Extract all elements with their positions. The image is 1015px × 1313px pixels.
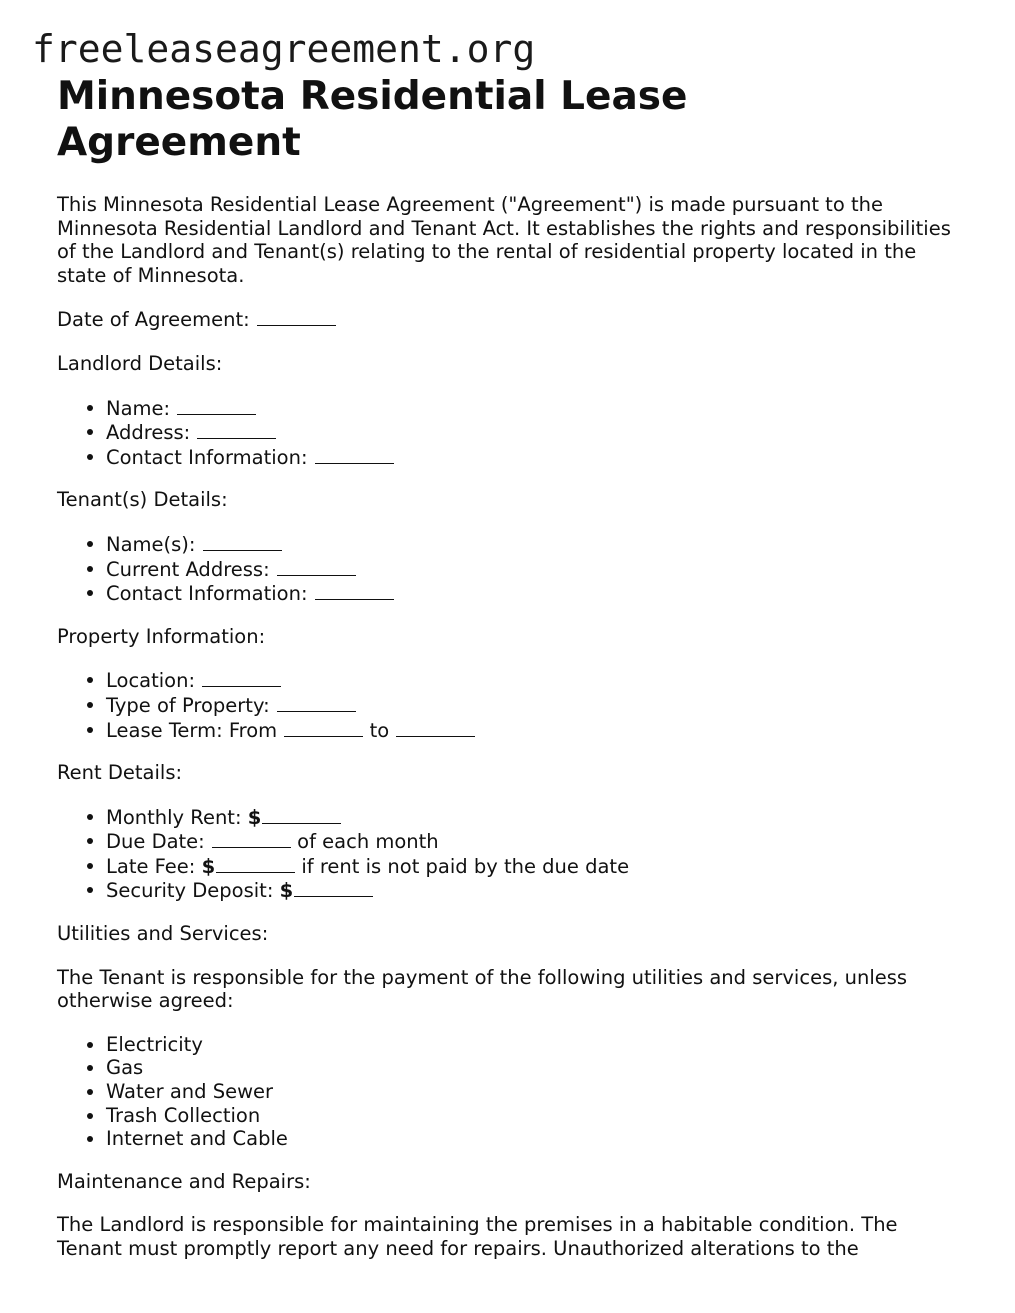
date-label: Date of Agreement: — [57, 308, 250, 332]
utilities-list — [57, 1033, 967, 1151]
due-date-blank[interactable] — [212, 829, 291, 848]
landlord-list — [57, 396, 967, 470]
property-location-item — [106, 668, 967, 693]
property-type-label: Type of Property: — [106, 693, 270, 717]
monthly-rent-currency: $ — [247, 805, 262, 829]
landlord-contact-label: Contact Information: — [106, 445, 308, 469]
property-type-item — [106, 693, 967, 718]
tenant-address-label: Current Address: — [106, 557, 270, 581]
tenant-list — [57, 532, 967, 606]
date-of-agreement — [57, 307, 967, 332]
property-list — [57, 668, 967, 742]
tenant-names-item — [106, 532, 967, 557]
due-date-label: Due Date: — [106, 830, 205, 854]
lease-document — [57, 74, 967, 1281]
tenant-contact-blank[interactable] — [315, 581, 394, 600]
lease-term-item — [106, 718, 967, 743]
tenant-names-label: Name(s): — [106, 532, 196, 556]
rent-list — [57, 805, 967, 903]
maintenance-heading: Maintenance and Repairs: — [57, 1169, 311, 1193]
utility-item: Water and Sewer — [106, 1080, 967, 1104]
property-type-blank[interactable] — [277, 693, 356, 712]
tenant-contact-label: Contact Information: — [106, 582, 308, 606]
property-location-label: Location: — [106, 669, 196, 693]
utility-item: Electricity — [106, 1033, 967, 1057]
tenant-address-item — [106, 557, 967, 582]
late-fee-suffix: if rent is not paid by the due date — [301, 854, 630, 878]
monthly-rent-label: Monthly Rent: — [106, 805, 242, 829]
utility-item: Gas — [106, 1056, 967, 1080]
tenant-contact-item — [106, 581, 967, 606]
lease-term-from-blank[interactable] — [284, 718, 363, 737]
due-date-item — [106, 829, 967, 854]
maintenance-paragraph: The Landlord is responsible for maintaining the premises in a habitable condition. The Tenant must promptly report any need for repairs. Unauthorized alterations to the — [57, 1213, 898, 1260]
utility-item: Trash Collection — [106, 1104, 967, 1128]
landlord-contact-blank[interactable] — [315, 445, 394, 464]
document-title: Minnesota Residential Lease Agreement — [57, 74, 688, 165]
landlord-heading: Landlord Details: — [57, 351, 223, 375]
security-deposit-currency: $ — [279, 879, 294, 903]
utility-item: Internet and Cable — [106, 1127, 967, 1151]
late-fee-item — [106, 854, 967, 879]
lease-term-to-blank[interactable] — [396, 718, 475, 737]
security-deposit-label: Security Deposit: — [106, 879, 274, 903]
intro-paragraph: This Minnesota Residential Lease Agreement ("Agreement") is made pursuant to the Minnesota Residential Landlord and Tenant Act. It establishes the rights and responsibilities of the Landlord and Tenant(s) relating to the rental of residential property located in the state of Minnesota. — [57, 193, 951, 287]
monthly-rent-blank[interactable] — [262, 805, 341, 824]
property-heading: Property Information: — [57, 624, 266, 648]
landlord-contact-item — [106, 445, 967, 470]
landlord-address-blank[interactable] — [197, 420, 276, 439]
property-location-blank[interactable] — [202, 668, 281, 687]
utilities-paragraph: The Tenant is responsible for the payment of the following utilities and services, unless otherwise agreed: — [57, 965, 908, 1013]
utilities-heading: Utilities and Services: — [57, 922, 269, 946]
lease-term-from-label: Lease Term: From — [106, 718, 278, 742]
late-fee-currency: $ — [201, 854, 216, 878]
landlord-name-blank[interactable] — [177, 396, 256, 415]
landlord-name-label: Name: — [106, 396, 171, 420]
late-fee-blank[interactable] — [216, 854, 295, 873]
landlord-name-item — [106, 396, 967, 421]
tenant-address-blank[interactable] — [277, 557, 356, 576]
landlord-address-item — [106, 420, 967, 445]
monthly-rent-item — [106, 805, 967, 830]
lease-term-to-label: to — [369, 718, 390, 742]
tenant-names-blank[interactable] — [203, 532, 282, 551]
rent-heading: Rent Details: — [57, 761, 183, 785]
security-deposit-item — [106, 878, 967, 903]
tenant-heading: Tenant(s) Details: — [57, 488, 228, 512]
security-deposit-blank[interactable] — [294, 878, 373, 897]
due-date-suffix: of each month — [297, 830, 439, 854]
late-fee-label: Late Fee: — [106, 854, 196, 878]
site-watermark: freeleaseagreement.org — [32, 27, 536, 71]
date-blank[interactable] — [257, 307, 336, 326]
landlord-address-label: Address: — [106, 421, 191, 445]
